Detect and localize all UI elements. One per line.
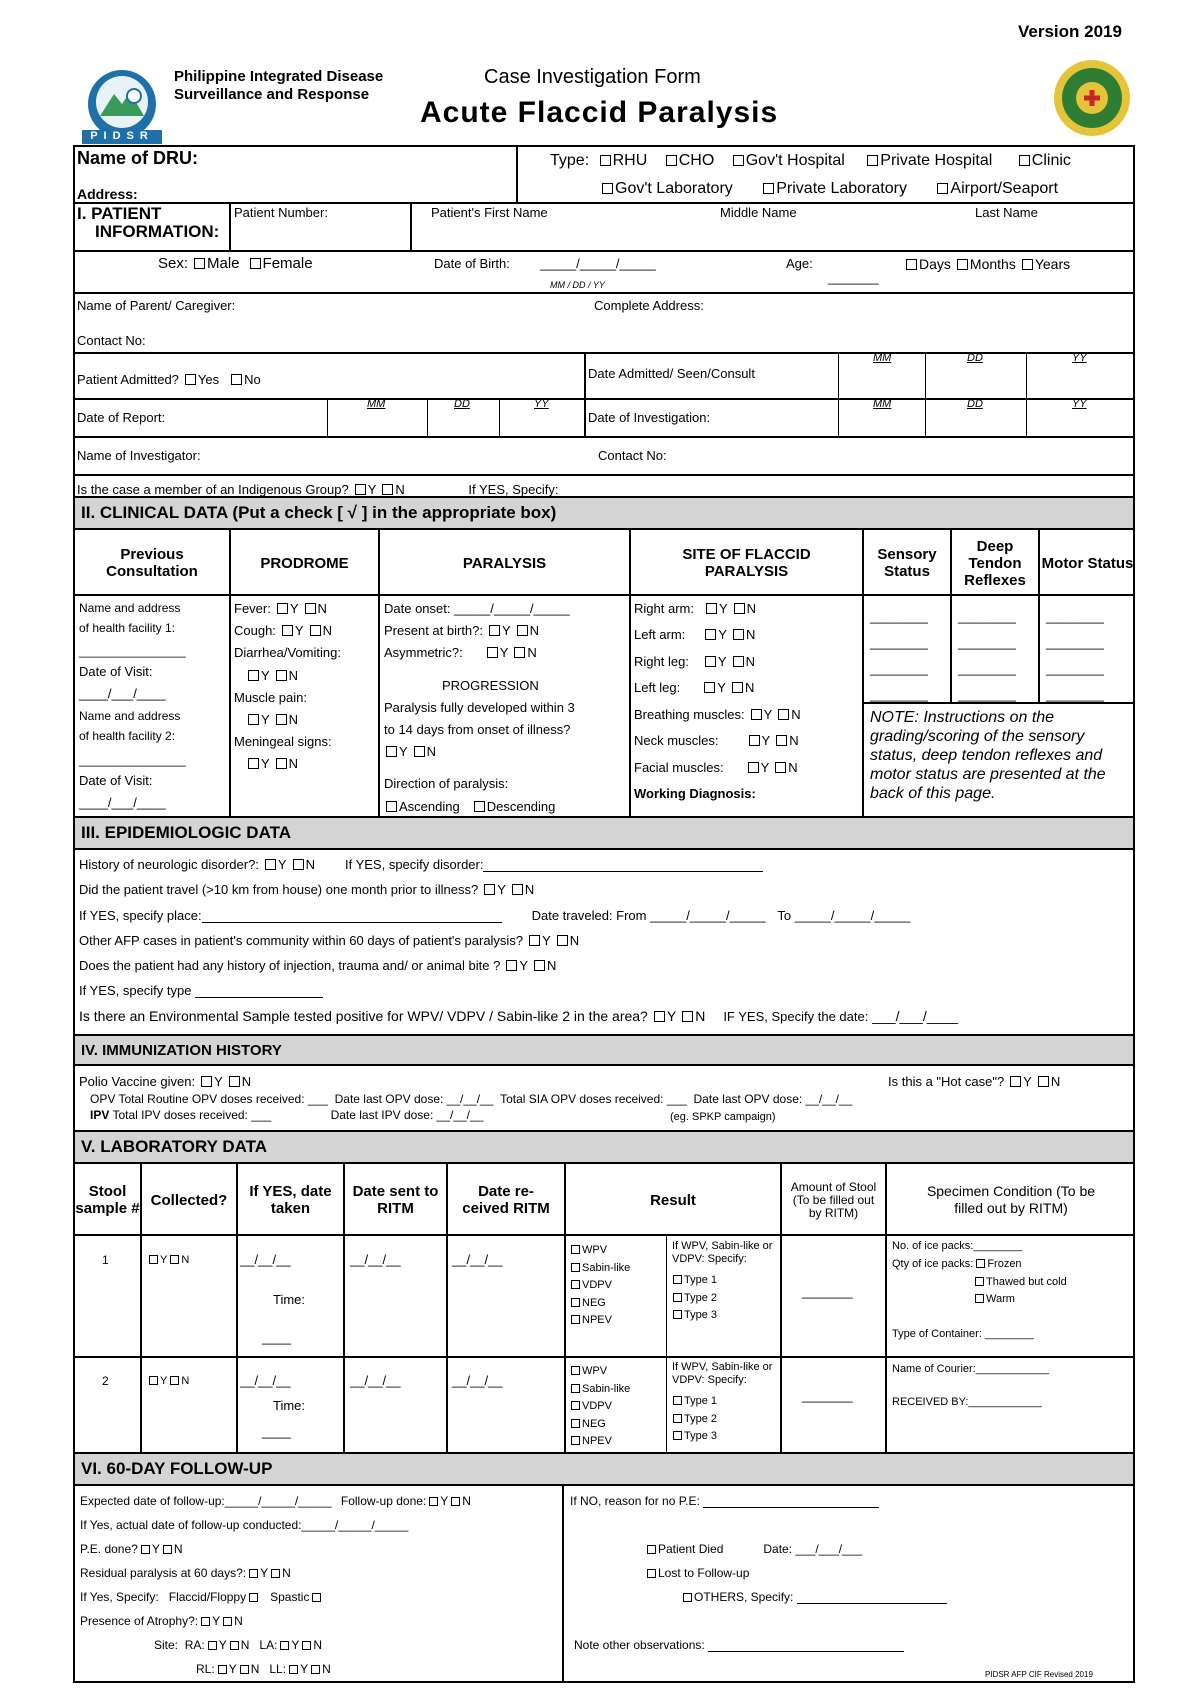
prev-visit-1: Date of Visit: [79, 664, 153, 679]
col-site: SITE OF FLACCID PARALYSIS [682, 546, 811, 580]
type-govt-lab: Gov't Laboratory [615, 180, 733, 197]
col-motor: Motor Status [1041, 554, 1134, 572]
followup-site-1[interactable]: Site: RA: Y N LA: Y N [154, 1638, 323, 1652]
prodrome-meningeal: Meningeal signs: [234, 734, 332, 749]
followup-died[interactable]: Patient Died Date: ___/___/___ [644, 1542, 862, 1556]
ipv-row[interactable]: IPV Total IPV doses received: ___ Date last IPV dose: __/__/__ [90, 1108, 484, 1122]
epi-q6[interactable]: If YES, specify type [79, 983, 323, 998]
dob-label: Date of Birth: [434, 256, 510, 271]
result-2[interactable]: WPV Sabin-like VDPV NEG NPEV [568, 1363, 630, 1451]
date-report-label: Date of Report: [77, 410, 166, 425]
hot-case[interactable]: Is this a "Hot case"? Y N [888, 1074, 1061, 1089]
paralysis-asym[interactable]: Asymmetric?: Y N [384, 645, 537, 660]
courier[interactable]: Name of Courier:____________ [892, 1363, 1050, 1375]
contact-no-label: Contact No: [77, 333, 146, 348]
form-title: Acute Flaccid Paralysis [420, 96, 779, 129]
epi-q4[interactable]: Other AFP cases in patient's community within 60 days of patient's paralysis? Y N [79, 933, 580, 948]
immunization-section-title: IV. IMMUNIZATION HISTORY [73, 1034, 1135, 1066]
age-label: Age: [786, 256, 813, 271]
epi-q5[interactable]: Does the patient had any history of injection, trauma and/ or animal bite ? Y N [79, 958, 557, 973]
followup-actual[interactable]: If Yes, actual date of follow-up conducted:_____/_____/_____ [80, 1518, 409, 1532]
followup-lost[interactable]: Lost to Follow-up [644, 1566, 749, 1580]
date-investigation-label: Date of Investigation: [588, 410, 711, 425]
col-date-taken: If YES, date taken [249, 1183, 332, 1217]
prodrome-muscle-yn[interactable]: Y N [242, 712, 298, 727]
dru-address-label: Address: [77, 186, 138, 202]
paralysis-prog1: Paralysis fully developed within 3 [384, 700, 575, 715]
investigator-label: Name of Investigator: [77, 448, 201, 463]
prev-2-blank[interactable]: ________________ [79, 753, 186, 767]
prodrome-diarrhea-yn[interactable]: Y N [242, 668, 298, 683]
type-airport: Airport/Seaport [950, 180, 1059, 197]
epi-q2[interactable]: Did the patient travel (>10 km from house) one month prior to illness? Y N [79, 882, 535, 897]
prev-1b: of health facility 1: [79, 621, 176, 635]
patient-section-title-2: INFORMATION: [95, 222, 220, 241]
prodrome-diarrhea: Diarrhea/Vomiting: [234, 645, 341, 660]
form-subtitle: Case Investigation Form [484, 66, 701, 88]
type-cho: CHO [678, 152, 715, 169]
site-right-arm[interactable]: Right arm: Y N [634, 601, 757, 616]
if-wpv-1: If WPV, Sabin-like or VDPV: Specify: [672, 1240, 773, 1265]
col-sensory: Sensory Status [877, 546, 937, 580]
followup-if-yes[interactable]: If Yes, Specify: Flaccid/Floppy Spastic [80, 1590, 323, 1604]
motor-blanks[interactable]: ________ ________ ________ ________ [1046, 609, 1104, 702]
site-facial[interactable]: Facial muscles: Y N [634, 760, 798, 775]
type-rhu: RHU [612, 152, 648, 169]
admit-dd: DD [967, 352, 983, 364]
container[interactable]: Type of Container: ________ [892, 1328, 1034, 1340]
epi-q7[interactable]: Is there an Environmental Sample tested positive for WPV/ VDPV / Sabin-like 2 in the area? Y N IF YES, Specify the date: ___/___/____ [79, 1008, 958, 1024]
dtr-blanks[interactable]: ________ ________ ________ ________ [958, 609, 1016, 702]
dru-type-row2[interactable] [596, 180, 1058, 198]
epi-q3[interactable]: If YES, specify place: Date traveled: From _____/_____/_____ To _____/_____/_____ [79, 908, 911, 923]
dob-blanks[interactable]: _____/_____/_____ [540, 256, 656, 271]
prodrome-meningeal-yn[interactable]: Y N [242, 756, 298, 771]
prodrome-cough[interactable]: Cough: Y N [234, 623, 332, 638]
time-2-blank[interactable]: ____ [262, 1424, 291, 1439]
footer-revision: PIDSR AFP CIF Revised 2019 [985, 1670, 1093, 1679]
sex-field[interactable]: Sex: Male Female [158, 255, 313, 272]
dru-name-label: Name of DRU: [77, 148, 199, 168]
admit-mm: MM [873, 352, 892, 364]
col-previous-consultation: Previous Consultation [106, 546, 198, 580]
patient-admitted[interactable]: Patient Admitted? Yes No [77, 372, 261, 387]
col-stool: Stool sample # [75, 1183, 140, 1217]
paralysis-progression: PROGRESSION [442, 678, 539, 693]
prev-visit-2: Date of Visit: [79, 773, 153, 788]
followup-expected[interactable]: Expected date of follow-up:_____/_____/_____ Follow-up done: Y N [80, 1494, 471, 1508]
logo-text: PIDSR [90, 130, 154, 142]
prev-1-blank[interactable]: ________________ [79, 644, 186, 658]
col-dtr: Deep Tendon Reflexes [964, 537, 1026, 589]
indigenous-question[interactable]: Is the case a member of an Indigenous Group? Y N If YES, Specify: [77, 482, 559, 496]
parent-label: Name of Parent/ Caregiver: [77, 298, 236, 313]
type-govt-hospital: Gov't Hospital [745, 152, 845, 169]
prev-visit-2-blank[interactable]: ____/___/____ [79, 795, 166, 810]
paralysis-prog-yn[interactable]: Y N [380, 744, 436, 759]
inv-yy: YY [1072, 398, 1087, 410]
org-line-2: Surveillance and Response [174, 86, 370, 103]
date-sent-2[interactable]: __/__/__ [350, 1373, 401, 1388]
col-date-sent: Date sent to RITM [352, 1183, 439, 1217]
paralysis-direction-opts[interactable]: Ascending Descending [380, 799, 555, 814]
org-line-1: Philippine Integrated Disease [174, 68, 384, 85]
date-taken-2[interactable]: __/__/__ [240, 1373, 291, 1388]
followup-residual[interactable]: Residual paralysis at 60 days?: Y N [80, 1566, 291, 1580]
site-right-leg[interactable]: Right leg: Y N [634, 654, 755, 669]
patient-section-title-1: I. PATIENT [77, 204, 162, 223]
clinical-note: NOTE: Instructions on the grading/scoring of the sensory status, deep tendon reflexes and motor status are presented at the back of this page. [870, 709, 1106, 802]
date-sent-1[interactable]: __/__/__ [350, 1252, 401, 1267]
polio-given[interactable]: Polio Vaccine given: Y N [79, 1074, 252, 1089]
sensory-blanks[interactable]: ________ ________ ________ ________ [870, 609, 928, 702]
site-left-arm[interactable]: Left arm: Y N [634, 627, 756, 642]
prodrome-fever[interactable]: Fever: Y N [234, 601, 327, 616]
col-paralysis: PARALYSIS [462, 554, 547, 572]
paralysis-onset[interactable]: Date onset: _____/_____/_____ [384, 601, 570, 616]
version-label: Version 2019 [1018, 22, 1122, 41]
middle-name-label: Middle Name [720, 205, 797, 220]
type-1[interactable]: Type 1 Type 2 Type 3 [670, 1272, 717, 1325]
col-condition: Specimen Condition (To be filled out by RITM) [926, 1183, 1096, 1216]
type-2[interactable]: Type 1 Type 2 Type 3 [670, 1393, 717, 1446]
prev-2b: of health facility 2: [79, 729, 176, 743]
inv-mm: MM [873, 398, 892, 410]
result-1[interactable]: WPV Sabin-like VDPV NEG NPEV [568, 1242, 630, 1330]
followup-others[interactable]: OTHERS, Specify: [680, 1590, 947, 1604]
followup-pe[interactable]: P.E. done? Y N [80, 1542, 183, 1556]
time-1: Time: [273, 1292, 306, 1307]
stool-1: 1 [102, 1253, 109, 1267]
col-date-received: Date re-ceived RITM [462, 1183, 550, 1217]
date-admitted-label: Date Admitted/ Seen/Consult [588, 366, 755, 381]
dob-format: MM / DD / YY [550, 280, 605, 290]
lab-section-title: V. LABORATORY DATA [73, 1130, 1135, 1164]
paralysis-birth[interactable]: Present at birth?: Y N [384, 623, 540, 638]
followup-site-2[interactable]: RL: Y N LL: Y N [196, 1662, 331, 1676]
qty-ice[interactable]: Qty of ice packs: Frozen [892, 1258, 1022, 1270]
followup-atrophy[interactable]: Presence of Atrophy?: Y N [80, 1614, 243, 1628]
paralysis-direction: Direction of paralysis: [384, 776, 509, 791]
type-private-lab: Private Laboratory [776, 180, 907, 197]
paralysis-prog2: to 14 days from onset of illness? [384, 722, 571, 737]
received-by[interactable]: RECEIVED BY:____________ [892, 1396, 1042, 1408]
type-clinic: Clinic [1031, 152, 1071, 169]
amount-1[interactable]: _______ [802, 1284, 853, 1299]
opv-row[interactable]: OPV Total Routine OPV doses received: ___ Date last OPV dose: __/__/__ Total SIA OPV doses received: ___ Date last OPV dose: __/__/__ [90, 1092, 853, 1106]
time-1-blank[interactable]: ____ [262, 1330, 291, 1345]
collected-2[interactable]: Y N [146, 1375, 189, 1387]
age-unit[interactable]: Days Months Years [906, 256, 1070, 272]
amount-2[interactable]: _______ [802, 1388, 853, 1403]
clinical-section-title: II. CLINICAL DATA (Put a check [ √ ] in the appropriate box) [73, 496, 1135, 530]
investigator-contact-label: Contact No: [598, 448, 667, 463]
site-breathing[interactable]: Breathing muscles: Y N [634, 707, 801, 722]
prev-2a: Name and address [79, 709, 181, 723]
report-dd: DD [454, 398, 470, 410]
first-name-label: Patient's First Name [431, 205, 548, 220]
followup-section-title: VI. 60-DAY FOLLOW-UP [73, 1452, 1135, 1486]
date-received-2[interactable]: __/__/__ [452, 1373, 503, 1388]
complete-address-label: Complete Address: [594, 298, 704, 313]
site-neck[interactable]: Neck muscles: Y N [634, 733, 799, 748]
collected-1[interactable]: Y N [146, 1254, 189, 1266]
report-yy: YY [534, 398, 549, 410]
stool-2: 2 [102, 1374, 109, 1388]
type-private-hospital: Private Hospital [880, 152, 993, 169]
site-left-leg[interactable]: Left leg: Y N [634, 680, 755, 695]
date-received-1[interactable]: __/__/__ [452, 1252, 503, 1267]
date-taken-1[interactable]: __/__/__ [240, 1252, 291, 1267]
doh-seal [1052, 58, 1132, 138]
prev-1a: Name and address [79, 601, 181, 615]
eg-campaign: (eg. SPKP campaign) [670, 1111, 776, 1123]
patient-number-label: Patient Number: [234, 205, 328, 220]
prodrome-muscle: Muscle pain: [234, 690, 307, 705]
dru-type-row1[interactable]: Type: RHU CHO Gov't Hospital Private Hospital Clinic [550, 152, 1071, 169]
working-diagnosis: Working Diagnosis: [634, 786, 756, 801]
col-result: Result [650, 1191, 696, 1209]
warm[interactable]: Warm [972, 1293, 1015, 1305]
col-amount: Amount of Stool (To be filled out by RITM) [790, 1179, 877, 1220]
ice-packs[interactable]: No. of ice packs:________ [892, 1240, 1023, 1252]
report-mm: MM [367, 398, 386, 410]
followup-note[interactable]: Note other observations: [574, 1638, 904, 1652]
thawed[interactable]: Thawed but cold [972, 1276, 1067, 1288]
time-2: Time: [273, 1398, 306, 1413]
pidsr-logo [78, 68, 166, 144]
epi-section-title: III. EPIDEMIOLOGIC DATA [73, 816, 1135, 850]
followup-no-reason[interactable]: If NO, reason for no P.E: [570, 1494, 879, 1508]
col-collected: Collected? [150, 1191, 228, 1209]
col-prodrome: PRODROME [260, 554, 349, 572]
epi-q1[interactable]: History of neurologic disorder?: Y N If YES, specify disorder: [79, 857, 763, 872]
prev-visit-1-blank[interactable]: ____/___/____ [79, 686, 166, 701]
if-wpv-2: If WPV, Sabin-like or VDPV: Specify: [672, 1361, 773, 1386]
last-name-label: Last Name [975, 205, 1038, 220]
age-blank[interactable]: _______ [828, 270, 879, 285]
admit-yy: YY [1072, 352, 1087, 364]
inv-dd: DD [967, 398, 983, 410]
